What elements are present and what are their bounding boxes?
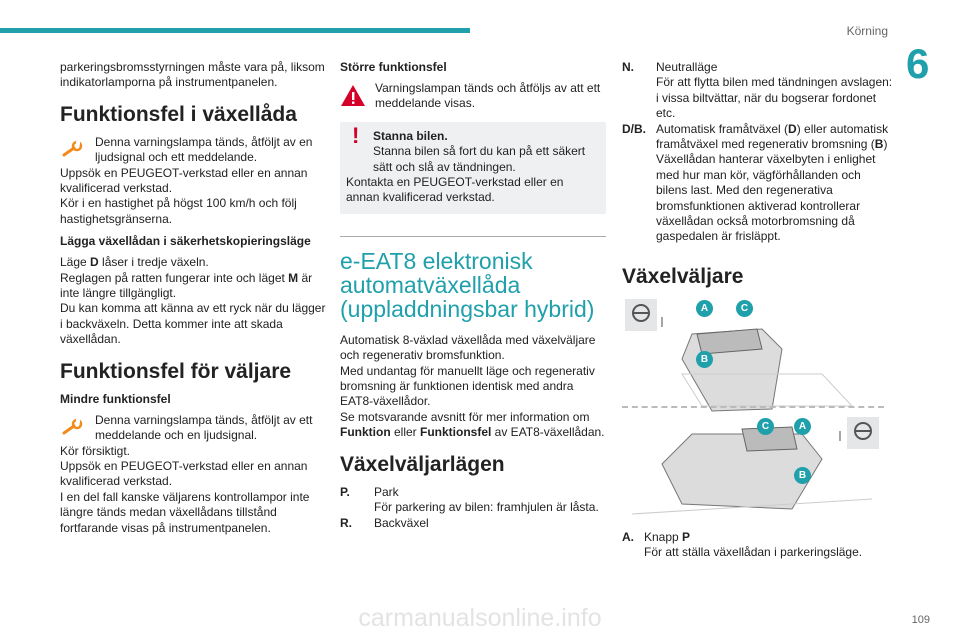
steering-wheel-icon bbox=[625, 299, 662, 331]
column-2 bbox=[340, 60, 606, 531]
heading-selector-fault: Funktionsfel för väljare bbox=[60, 359, 292, 383]
heading-major-fault: Större funktionsfel bbox=[340, 60, 447, 74]
heading-gear-selector: Växelväljare bbox=[622, 264, 744, 288]
safety-p2: Reglagen på ratten fungerar inte och läget M är inte längre tillgängligt. bbox=[60, 270, 313, 301]
mode-title: Backväxel bbox=[374, 515, 429, 530]
mode-title: Park bbox=[374, 484, 399, 499]
stop-title: Stanna bilen. bbox=[373, 128, 448, 143]
safety-p3: Du kan komma att känna av ett ryck när du lägger i backväxeln. Detta kommer inte att skada växellådan. bbox=[60, 301, 326, 347]
page-number: 109 bbox=[911, 614, 930, 626]
mode-key: D/B. bbox=[622, 121, 646, 136]
badge-a: A bbox=[696, 300, 713, 317]
intro-text: parkeringsbromsstyrningen måste vara på, liksom indikatorlamporna på instrumentpanelen. bbox=[60, 60, 325, 90]
minor-line-3: I en del fall kanske väljarens kontrollampor inte längre tänds medan växellådans tillstånd fortfarande visas på instrumentpanelen. bbox=[60, 489, 310, 535]
section-divider bbox=[340, 236, 606, 237]
badge-c: C bbox=[757, 418, 774, 435]
mode-key: N. bbox=[622, 60, 634, 74]
heading-safety-mode: Lägga växellådan i säkerhetskopieringsläge bbox=[60, 234, 311, 249]
mode-item bbox=[340, 485, 606, 516]
illustration-divider bbox=[622, 406, 884, 408]
badge-a: A bbox=[794, 418, 811, 435]
gearbox-line-1: Uppsök en PEUGEOT-verkstad eller en annan kvalificerad verkstad. bbox=[60, 165, 308, 196]
badge-b: B bbox=[696, 351, 713, 368]
exclamation-icon: ! bbox=[352, 122, 360, 148]
minor-line-1: Kör försiktigt. bbox=[60, 443, 131, 458]
safety-p1: Läge D låser i tredje växeln. bbox=[60, 255, 209, 270]
wrench-warning-icon bbox=[60, 137, 86, 163]
steering-wheel-icon bbox=[840, 417, 879, 449]
eat8-p1: Automatisk 8-växlad växellåda med växelväljare och regenerativ bromsfunktion. bbox=[340, 332, 596, 363]
heading-selector-modes: Växelväljarlägen bbox=[340, 452, 505, 476]
mode-item-n: N. Neutralläge För att flytta bilen med tändningen avslagen: i vissa biltvättar, när du bogserar fordonet etc. bbox=[622, 60, 893, 121]
watermark: carmanualsonline.info bbox=[358, 604, 602, 632]
wrench-warning-icon bbox=[60, 415, 86, 441]
badge-c: C bbox=[736, 300, 753, 317]
minor-warning-text: Denna varningslampa tänds, åtföljt av ett meddelande och en ljudsignal. bbox=[95, 412, 313, 443]
header-accent-bar bbox=[0, 28, 470, 33]
badge-b: B bbox=[794, 467, 811, 484]
heading-minor-fault: Mindre funktionsfel bbox=[60, 391, 171, 406]
mode-item bbox=[340, 516, 606, 531]
button-a-item: A. Knapp P För att ställa växellådan i parkeringsläge. bbox=[622, 529, 863, 560]
minor-warning bbox=[60, 413, 326, 444]
triangle-alert-icon bbox=[340, 83, 366, 109]
mode-desc: För parkering av bilen: framhjulen är låsta. bbox=[374, 500, 599, 515]
mode-item-db: D/B. Automatisk framåtväxel (D) eller automatisk framåtväxel med regenerativ bromsning (B) Växellådan hanterar växelbyten i enlighet med hur man kör, vägförhållanden och bilens last. Med den regenerativa bromsfunktionen aktiverad kontrollerar växellådan också motorbromsning då gaspedalen är frisläppt. bbox=[622, 121, 889, 244]
major-warning bbox=[340, 81, 606, 112]
section-name: Körning bbox=[846, 24, 888, 38]
mode-key: P. bbox=[340, 484, 350, 499]
heading-eat8: e-EAT8 elektronisk automatväxellåda (uppladdningsbar hybrid) bbox=[340, 247, 595, 322]
eat8-p3: Se motsvarande avsnitt för mer information om Funktion eller Funktionsfel av EAT8-växellådan. bbox=[340, 409, 605, 440]
heading-gearbox-fault: Funktionsfel i växellåda bbox=[60, 102, 297, 126]
stop-text-2: Kontakta en PEUGEOT-verkstad eller en annan kvalificerad verkstad. bbox=[346, 175, 564, 205]
gearbox-warning bbox=[60, 135, 326, 166]
mode-key: R. bbox=[340, 515, 352, 530]
chapter-number: 6 bbox=[906, 40, 930, 87]
gearbox-line-2: Kör i en hastighet på högst 100 km/h och följ hastighetsgränserna. bbox=[60, 196, 297, 226]
stop-note bbox=[340, 122, 606, 214]
minor-line-2: Uppsök en PEUGEOT-verkstad eller en annan kvalificerad verkstad. bbox=[60, 458, 308, 489]
stop-text: Stanna bilen så fort du kan på ett säkert sätt och slå av tändningen. bbox=[373, 144, 586, 174]
column-3 bbox=[622, 60, 894, 561]
major-warning-text: Varningslampan tänds och åtföljs av att ett meddelande visas. bbox=[375, 81, 601, 111]
gearbox-warning-text: Denna varningslampa tänds, åtföljt av en ljudsignal och ett meddelande. bbox=[95, 134, 313, 165]
gear-selector-illustration bbox=[622, 299, 884, 524]
eat8-p2: Med undantag för manuellt läge och regenerativ bromsning är funktionen identisk med andra EAT8-växellådor. bbox=[340, 363, 595, 409]
column-1 bbox=[60, 60, 326, 536]
